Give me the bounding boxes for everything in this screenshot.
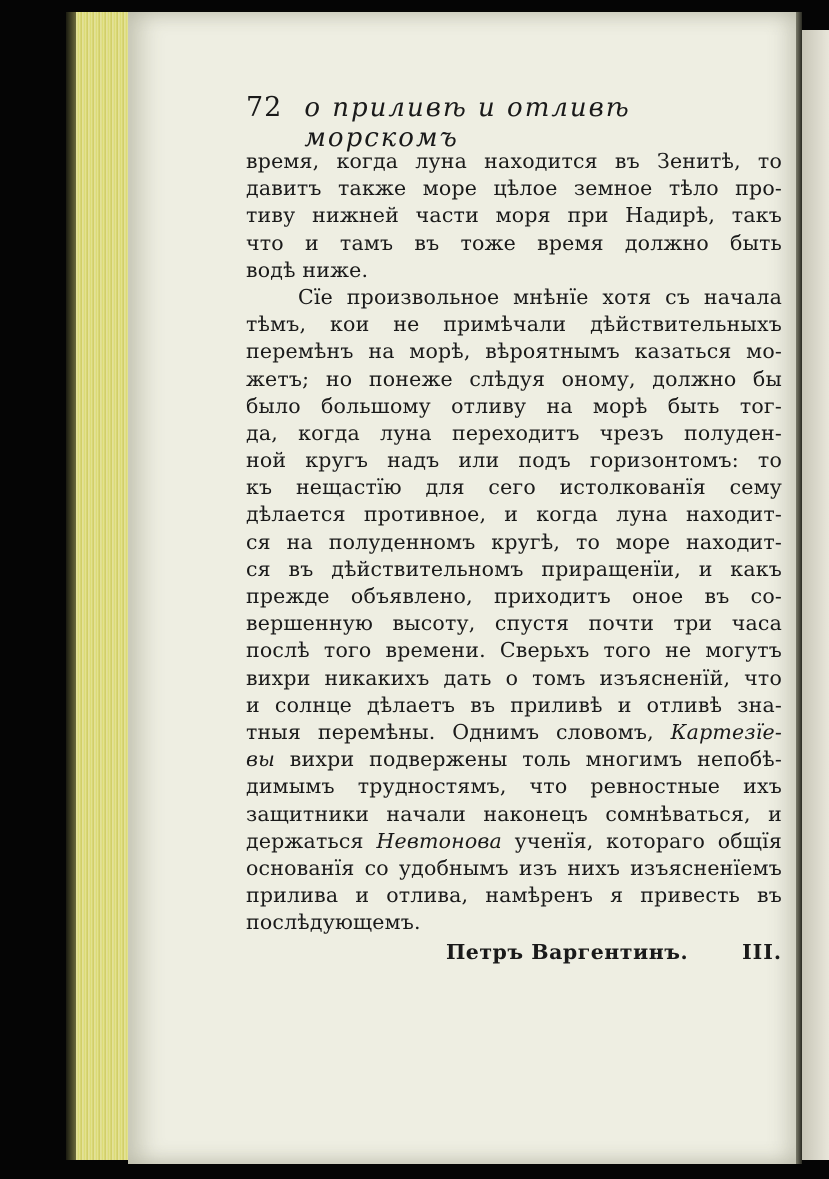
text-line: Сїе произвольное мнѣнїе хотя съ начала [298, 284, 782, 309]
text-line: время, когда луна находится въ Зенитѣ, то [246, 149, 782, 173]
running-head: о приливѣ и отливѣ морскомъ [304, 93, 631, 153]
text-line: прежде объявлено, приходитъ оное въ со- [246, 584, 782, 608]
text-line-with-italic [246, 828, 782, 855]
signature-row [246, 940, 782, 970]
text-line: къ нещастїю для сего истолкованїя сему [246, 475, 782, 500]
page-text-block [246, 92, 782, 970]
text-line: жетъ; но понеже слѣдуя оному, должно бы [246, 366, 782, 391]
text-line-with-italic [246, 719, 782, 746]
italic-name: Картезїе- [670, 719, 782, 744]
text-line: перемѣнъ на морѣ, вѣроятнымъ казаться мо- [246, 339, 782, 364]
text-fragment: вихри подвержены толь многимъ непобѣ- [289, 747, 782, 772]
text-line: да, когда луна переходитъ чрезъ полуден- [246, 420, 782, 445]
text-line: тѣмъ, кои не примѣчали дѣйствительныхъ [246, 312, 782, 337]
text-line: ся въ дѣйствительномъ приращенїи, и какъ [246, 556, 782, 581]
italic-name: Невтонова [376, 828, 502, 853]
text-line-with-italic [246, 746, 782, 773]
text-line: и солнце дѣлаетъ въ приливѣ и отливѣ зна- [246, 692, 782, 717]
next-page-edge [802, 30, 829, 1160]
text-fragment: держаться [246, 828, 364, 853]
page-edges [72, 12, 136, 1160]
catchword: III. [742, 940, 782, 965]
text-fragment: ученїя, котораго общїя [514, 828, 782, 853]
text-line: что и тамъ въ тоже время должно быть [246, 230, 782, 255]
author-signature: Петръ Варгентинъ. [445, 940, 689, 965]
text-line: тиву нижней части моря при Надирѣ, такъ [246, 203, 782, 228]
page-header [246, 92, 782, 153]
page-number: 72 [246, 92, 283, 123]
italic-name: вы [246, 747, 276, 772]
text-line: водѣ ниже. [246, 257, 369, 282]
text-line: вершенную высоту, спустя почти три часа [246, 611, 782, 636]
text-fragment: тныя перемѣны. Однимъ словомъ, [246, 719, 654, 744]
text-line: дѣлается противное, и когда луна находит- [246, 502, 782, 527]
body-text [246, 148, 782, 936]
text-line: прилива и отлива, намѣренъ я привесть въ [246, 883, 782, 908]
text-line: вихри никакихъ дать о томъ изъясненїй, что [246, 665, 782, 690]
text-line: димымъ трудностямъ, что ревностные ихъ [246, 774, 782, 799]
text-line: защитники начали наконецъ сомнѣваться, и [246, 801, 782, 826]
text-line: основанїя со удобнымъ изъ нихъ изъясненїемъ [246, 855, 782, 880]
text-line: послѣ того времени. Сверьхъ того не могутъ [246, 638, 782, 663]
text-line: ся на полуденномъ кругѣ, то море находит- [246, 529, 782, 554]
text-line: было большому отливу на морѣ быть тог- [246, 393, 782, 418]
text-line: давитъ также море цѣлое земное тѣло про- [246, 176, 782, 201]
text-line: послѣдующемъ. [246, 910, 421, 935]
text-line: ной кругъ надъ или подъ горизонтомъ: то [246, 448, 782, 473]
